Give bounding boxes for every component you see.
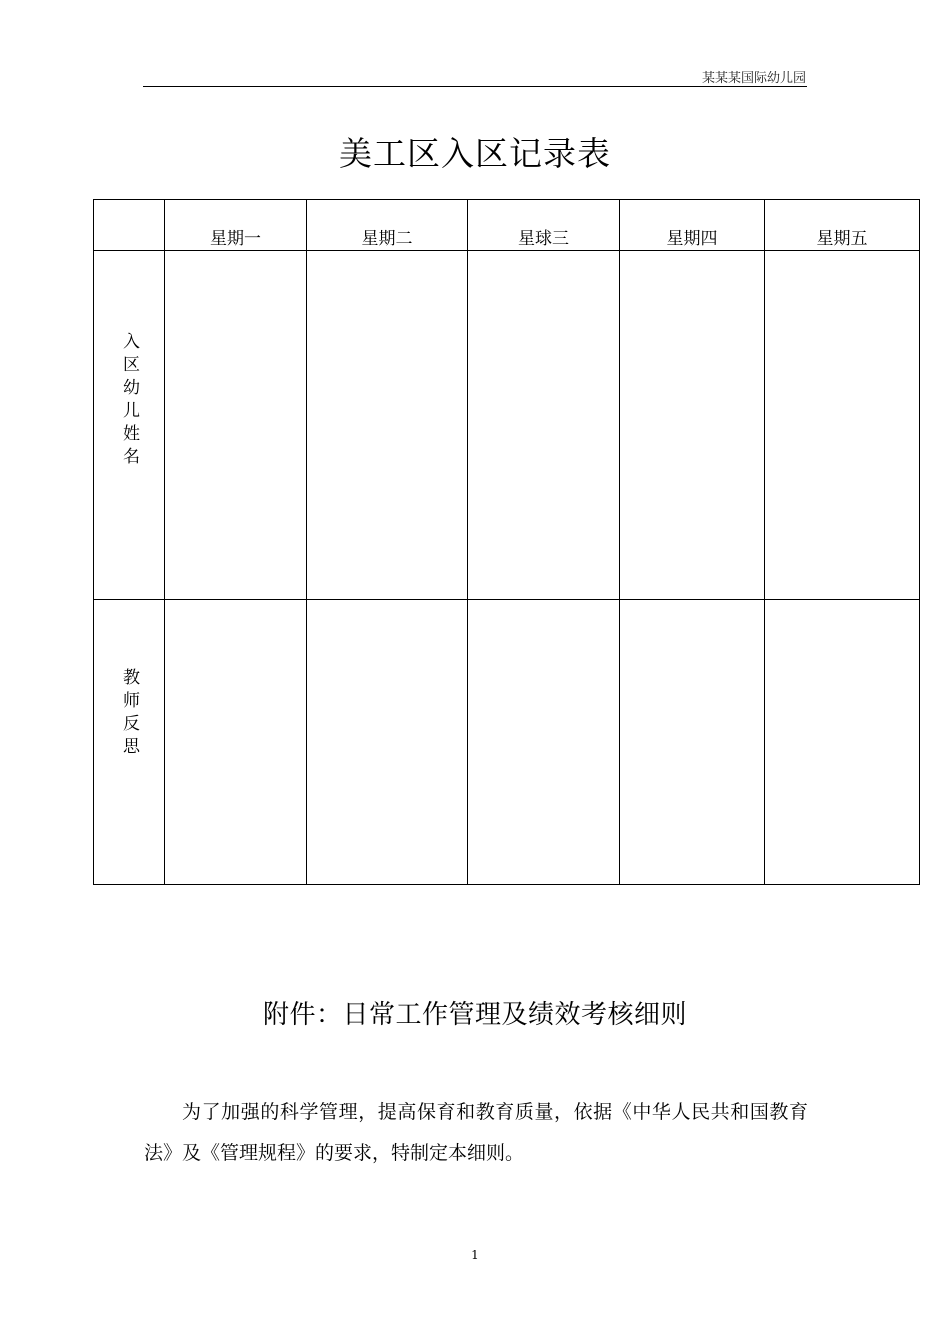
- table-cell: [307, 600, 468, 885]
- column-header-wednesday: 星球三: [468, 200, 620, 251]
- table-cell: [307, 251, 468, 600]
- table-row: [94, 251, 920, 600]
- header-divider: [143, 86, 807, 87]
- table-cell: [165, 251, 307, 600]
- record-table: [93, 199, 920, 885]
- table-cell: [468, 600, 620, 885]
- table-cell: [165, 600, 307, 885]
- annex-title: 附件：日常工作管理及绩效考核细则: [262, 1000, 687, 1030]
- table-cell: [620, 600, 765, 885]
- table-header-row: [94, 200, 920, 251]
- header-org-name: 某某某国际幼儿园: [701, 71, 806, 86]
- table-cell: [468, 251, 620, 600]
- table-row: [94, 600, 920, 885]
- table-corner-cell: [94, 200, 165, 251]
- column-header-monday: 星期一: [165, 200, 307, 251]
- column-header-tuesday: 星期二: [307, 200, 468, 251]
- document-title: 美工区入区记录表: [339, 134, 611, 173]
- row-label-teacher-reflection: 教师反思: [119, 667, 139, 760]
- row-label-cell: [94, 251, 165, 600]
- table-cell: [620, 251, 765, 600]
- table-cell: [765, 251, 920, 600]
- row-label-cell: [94, 600, 165, 885]
- page-number: 1: [471, 1248, 479, 1262]
- table-cell: [765, 600, 920, 885]
- column-header-friday: 星期五: [765, 200, 920, 251]
- annex-paragraph: 为了加强的科学管理，提高保育和教育质量，依据《中华人民共和国教育法》及《管理规程》的要求，特制定本细则。: [144, 1101, 808, 1164]
- row-label-children-names: 入区幼儿姓名: [119, 331, 139, 470]
- column-header-thursday: 星期四: [620, 200, 765, 251]
